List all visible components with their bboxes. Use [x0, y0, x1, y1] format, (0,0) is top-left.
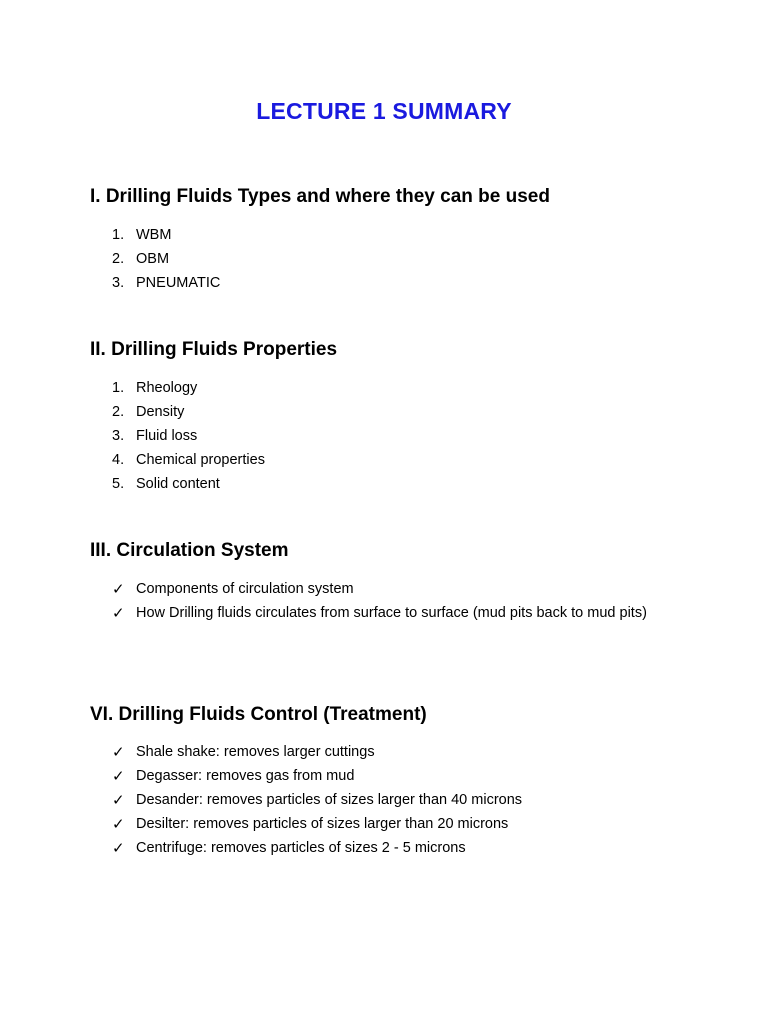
list-item-text: WBM [136, 227, 172, 243]
list-item [112, 812, 692, 836]
list-item [112, 788, 692, 812]
list-item [112, 223, 692, 247]
list-item-text: Components of circulation system [136, 581, 354, 597]
list-item-text: Fluid loss [136, 428, 198, 444]
list-item-text: Solid content [136, 476, 220, 492]
numbered-list-fluid-properties [112, 376, 692, 496]
list-item-text: OBM [136, 251, 170, 267]
list-item-text: Chemical properties [136, 452, 265, 468]
list-number: 1. [112, 380, 125, 396]
checkmark-icon: ✓ [112, 580, 125, 598]
checkmark-icon: ✓ [112, 791, 125, 809]
list-item [112, 271, 692, 295]
list-item-text: Density [136, 404, 185, 420]
section-heading-drilling-fluids-control: VI. Drilling Fluids Control (Treatment) [90, 704, 427, 725]
section-heading-circulation-system: III. Circulation System [90, 540, 289, 561]
list-item-text: Desilter: removes particles of sizes larger than 20 microns [136, 816, 509, 832]
numbered-list-fluid-types [112, 223, 692, 295]
list-number: 4. [112, 452, 125, 468]
section-heading-drilling-fluids-types: I. Drilling Fluids Types and where they can be used [90, 186, 550, 207]
checkmark-icon: ✓ [112, 743, 125, 761]
list-item [112, 836, 692, 860]
list-number: 2. [112, 404, 125, 420]
list-number: 3. [112, 275, 125, 291]
list-item [112, 601, 692, 625]
list-item [112, 400, 692, 424]
list-number: 2. [112, 251, 125, 267]
list-item [112, 448, 692, 472]
checklist-circulation-system [112, 577, 692, 625]
list-item-text: Shale shake: removes larger cuttings [136, 744, 375, 760]
list-item [112, 577, 692, 601]
list-item-text: PNEUMATIC [136, 275, 221, 291]
page-title: LECTURE 1 SUMMARY [256, 98, 512, 124]
list-item [112, 472, 692, 496]
checklist-fluids-control [112, 740, 692, 860]
list-number: 3. [112, 428, 125, 444]
list-item-text: Degasser: removes gas from mud [136, 768, 355, 784]
list-item-text: How Drilling fluids circulates from surface to surface (mud pits back to mud pits) [136, 605, 647, 621]
list-item-text: Desander: removes particles of sizes larger than 40 microns [136, 792, 523, 808]
list-item [112, 247, 692, 271]
list-item [112, 424, 692, 448]
checkmark-icon: ✓ [112, 839, 125, 857]
checkmark-icon: ✓ [112, 604, 125, 622]
list-item [112, 740, 692, 764]
list-item-text: Centrifuge: removes particles of sizes 2 - 5 microns [136, 840, 466, 856]
list-number: 5. [112, 476, 125, 492]
list-number: 1. [112, 227, 125, 243]
checkmark-icon: ✓ [112, 815, 125, 833]
section-heading-drilling-fluids-properties: II. Drilling Fluids Properties [90, 339, 338, 360]
list-item [112, 376, 692, 400]
checkmark-icon: ✓ [112, 767, 125, 785]
list-item [112, 764, 692, 788]
list-item-text: Rheology [136, 380, 198, 396]
